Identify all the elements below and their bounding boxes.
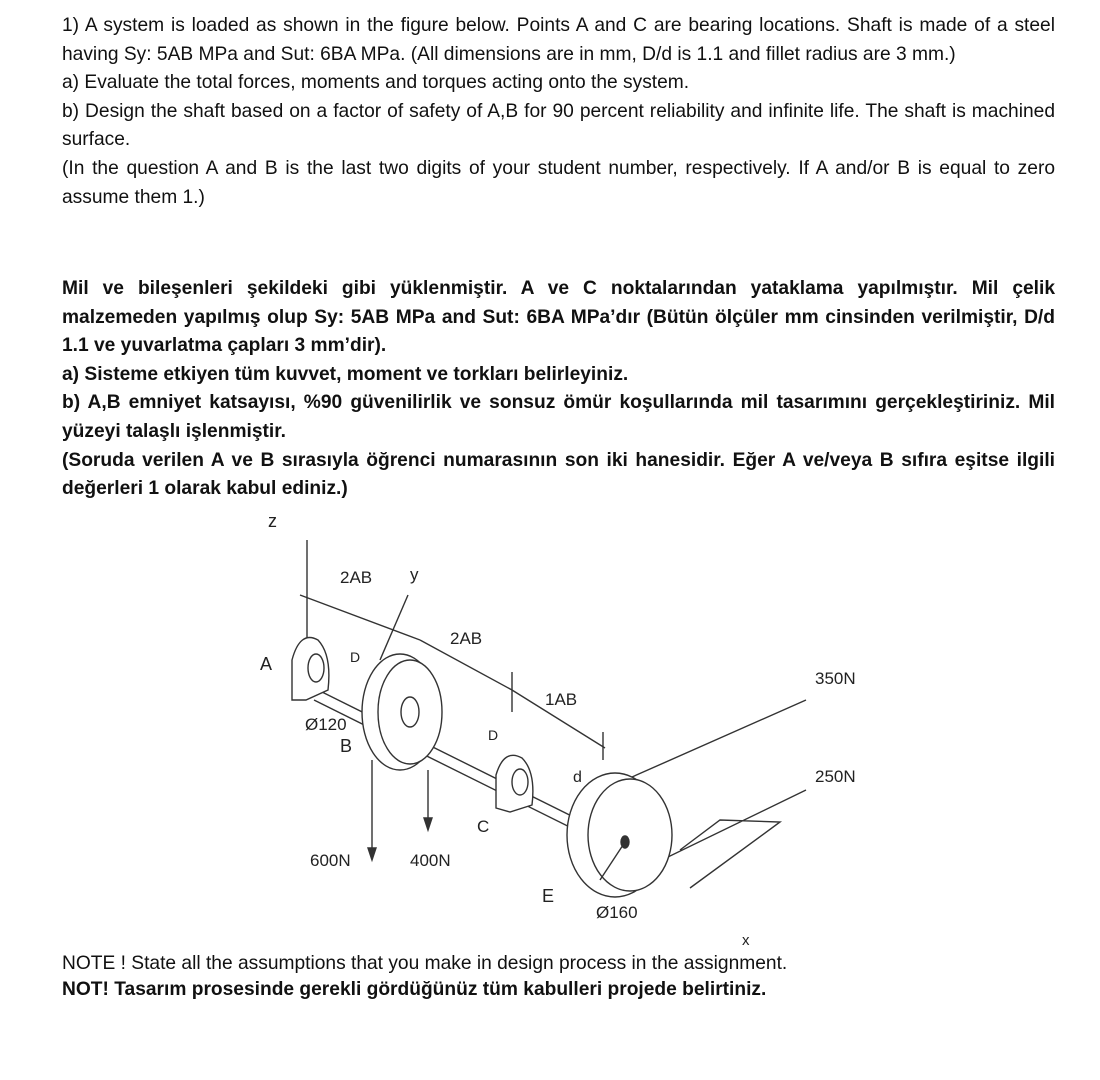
pulley-e-diameter: Ø160 — [596, 903, 638, 922]
question-english — [62, 12, 1055, 212]
point-e-label: E — [542, 886, 555, 906]
pulley-b-face — [378, 660, 442, 764]
diameter-d-label-2: D — [488, 727, 499, 743]
note-turkish: NOT! Tasarım prosesinde gerekli gördüğünüz tüm kabulleri projede belirtiniz. — [62, 979, 767, 1000]
axis-y-label: y — [410, 565, 419, 584]
pulley-b-diameter: Ø120 — [305, 715, 347, 734]
question-intro-tr: Mil ve bileşenleri şekildeki gibi yüklenmiştir. A ve C noktalarından yataklama yapılmıştır. Mil çelik malzemeden yapılmış olup Sy: 5AB MPa and Sut: 6BA MPa’dır (Bütün ölçüler mm cinsinden verilmiştir, D/d 1.1 ve yuvarlatma çapları 3 mm’dir). — [62, 278, 1055, 357]
question-note-tr: (Soruda verilen A ve B sırasıyla öğrenci numarasının son iki hanesidir. Eğer A ve/veya B sıfıra eşitse ilgili değerleri 1 olarak kabul ediniz.) — [62, 449, 1055, 500]
question-part-a-tr: a) Sisteme etkiyen tüm kuvvet, moment ve torkları belirleyiniz. — [62, 363, 629, 385]
question-part-b-en: b) Design the shaft based on a factor of safety of A,B for 90 percent reliability and infinite life. The shaft is machined surface. — [62, 100, 1055, 151]
force-250-label: 250N — [815, 767, 856, 786]
assumptions-note — [62, 951, 1062, 1003]
point-b-label: B — [340, 736, 353, 756]
point-c-label: C — [477, 817, 490, 836]
diameter-d-label-1: D — [350, 649, 361, 665]
dim-ab-label: 2AB — [340, 568, 373, 587]
force-600-arrowhead — [368, 848, 376, 860]
dim-ce-label: 1AB — [545, 690, 578, 709]
point-a-label: A — [260, 654, 273, 674]
dim-bc-label: 2AB — [450, 629, 483, 648]
axis-x-label: x — [742, 932, 750, 949]
force-400-label: 400N — [410, 851, 451, 870]
force-350-label: 350N — [815, 669, 856, 688]
diameter-small-d-label: d — [573, 769, 582, 786]
question-intro-en: 1) A system is loaded as shown in the figure below. Points A and C are bearing locations. Shaft is made of a steel having Sy: 5AB MPa and Sut: 6BA MPa. (All dimensions are in mm, D/d is 1.1 and fillet radius are 3 mm.) — [62, 15, 1055, 65]
question-part-a-en: a) Evaluate the total forces, moments and torques acting onto the system. — [62, 72, 690, 94]
question-turkish — [62, 275, 1055, 504]
y-axis-line — [380, 595, 408, 660]
note-english: NOTE ! State all the assumptions that you make in design process in the assignment. — [62, 953, 788, 974]
axis-z-label: z — [268, 511, 277, 531]
force-400-arrowhead — [424, 818, 432, 830]
question-note-en: (In the question A and B is the last two digits of your student number, respectively. If A and/or B is equal to zero assume them 1.) — [62, 157, 1055, 208]
dim-ab-line — [300, 595, 420, 640]
shaft-figure — [0, 500, 1100, 950]
pulley-e-face — [588, 779, 672, 891]
force-600-label: 600N — [310, 851, 351, 870]
question-part-b-tr: b) A,B emniyet katsayısı, %90 güvenilirlik ve sonsuz ömür koşullarında mil tasarımını gerçekleştiriniz. Mil yüzeyi talaşlı işlenmiştir. — [62, 392, 1055, 442]
